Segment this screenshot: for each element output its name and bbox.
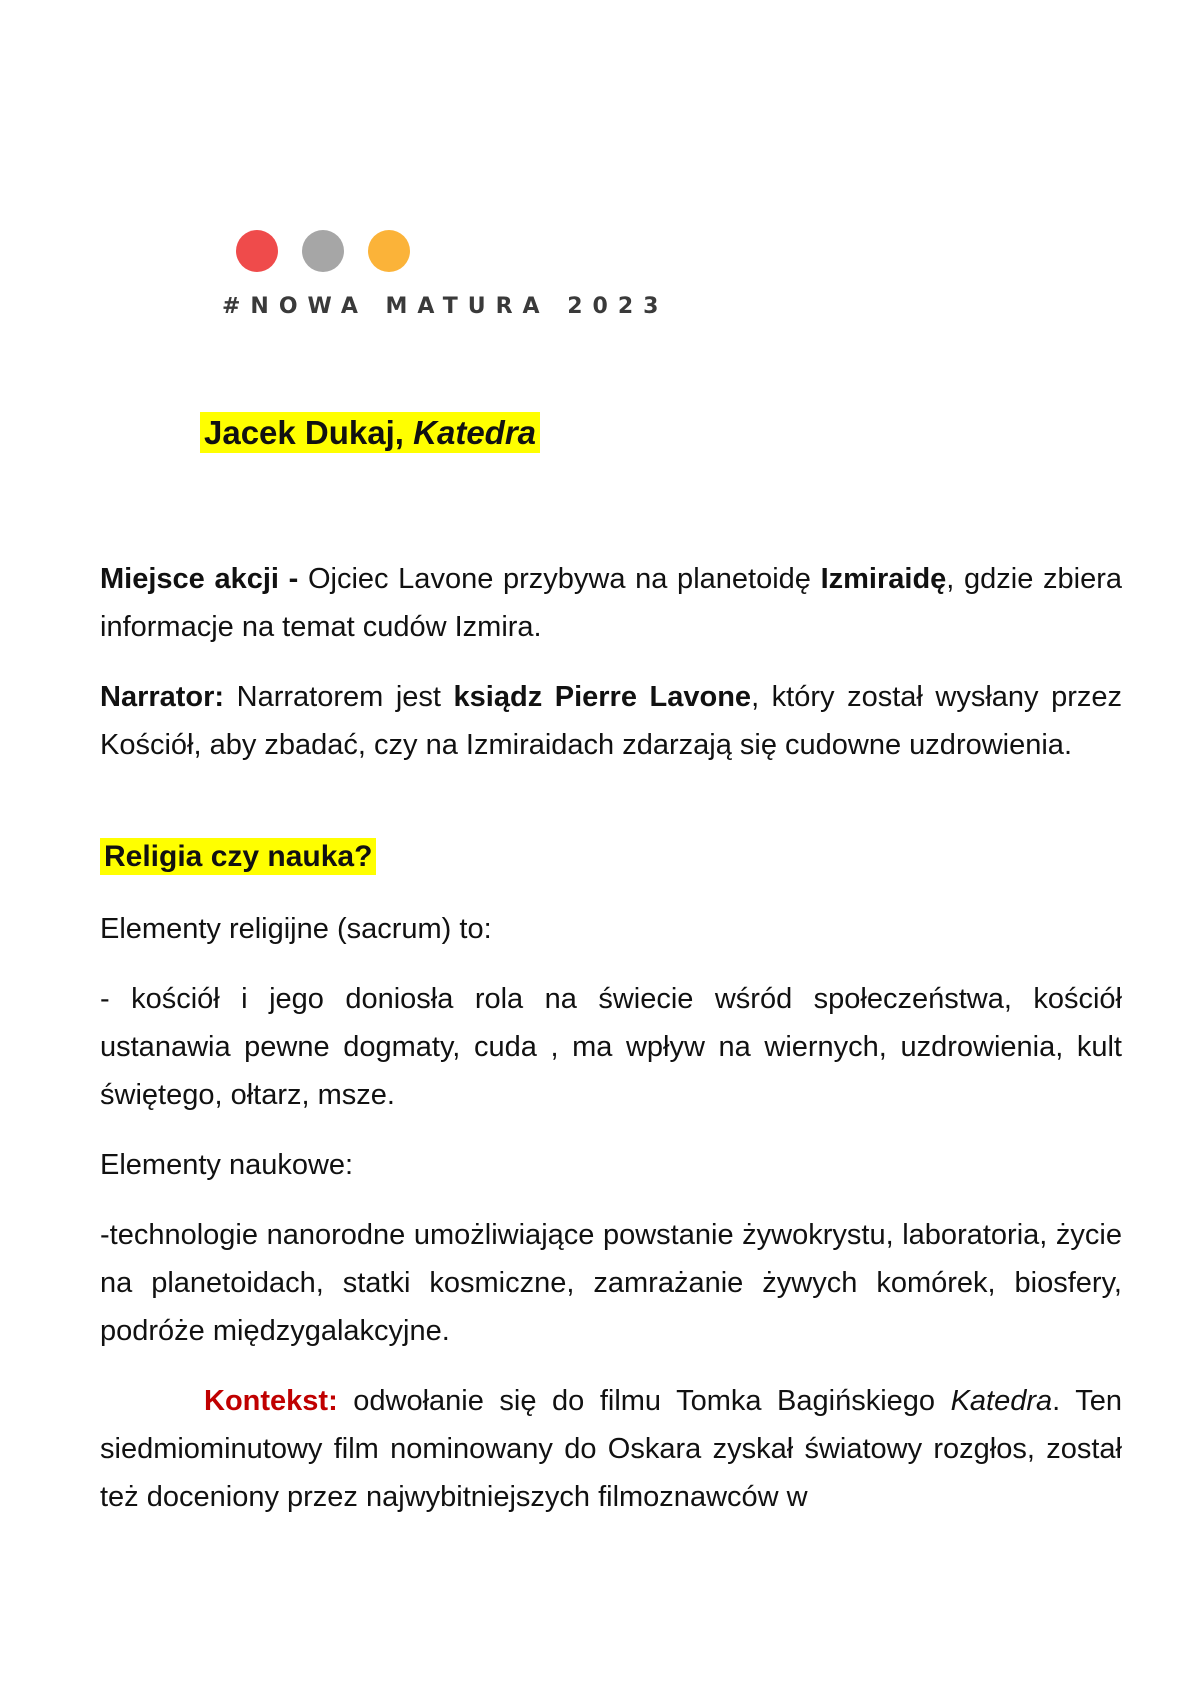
section-heading-text: Religia czy nauka? [100,838,376,875]
narrator-text-2: , który został wysłany przez Kościół, aby zbadać, czy na Izmiraidach zdarzają się cudowne uzdrowienia. [100,681,1122,761]
miejsce-text-2: , gdzie zbiera informacje na temat cudów Izmira. [100,563,1122,643]
miejsce-text-1: Ojciec Lavone przybywa na planetoidę [298,563,821,595]
title-work: Katedra [413,414,537,451]
paragraph-religious-intro: Elementy religijne (sacrum) to: [100,913,492,945]
paragraph-miejsce-akcji [100,555,1122,651]
narrator-name: ksiądz Pierre Lavone [453,681,752,713]
logo-text: #NOWA MATURA 2023 [222,294,669,319]
logo [222,230,668,319]
paragraph-religious-list: - kościół i jego doniosła rola na świecie wśród społeczeństwa, kościół ustanawia pewne dogmaty, cuda , ma wpływ na wiernych, uzdrowienia, kult świętego, ołtarz, msze. [100,983,1122,1111]
kontekst-label: Kontekst: [204,1385,338,1417]
kontekst-text-2: . Ten siedmiominutowy film nominowany do Oskara zyskał światowy rozgłos, został też doceniony przez najwybitniejszych filmoznawców w [100,1385,1122,1513]
kontekst-film: Katedra [950,1385,1053,1417]
title-highlight [200,412,540,453]
title-author: Jacek Dukaj, [204,414,414,451]
gray-dot-icon [302,230,344,272]
paragraph-narrator [100,673,1122,769]
logo-dots [236,230,668,272]
kontekst-text-1: odwołanie się do filmu Tomka Bagińskiego [337,1385,951,1417]
red-dot-icon [236,230,278,272]
paragraph-science-list: -technologie nanorodne umożliwiające powstanie żywokrystu, laboratoria, życie na planetoidach, statki kosmiczne, zamrażanie żywych komórek, biosfery, podróże międzygalakcyjne. [100,1219,1122,1347]
document-title [200,414,540,452]
narrator-text-1: Narratorem jest [224,681,454,713]
section-heading [100,833,1122,881]
miejsce-label: Miejsce akcji - [100,563,299,595]
document-body [100,555,1122,1521]
paragraph-science-intro: Elementy naukowe: [100,1149,354,1181]
paragraph-kontekst [100,1377,1122,1521]
narrator-label: Narrator: [100,681,225,713]
orange-dot-icon [368,230,410,272]
miejsce-place: Izmiraidę [820,563,947,595]
